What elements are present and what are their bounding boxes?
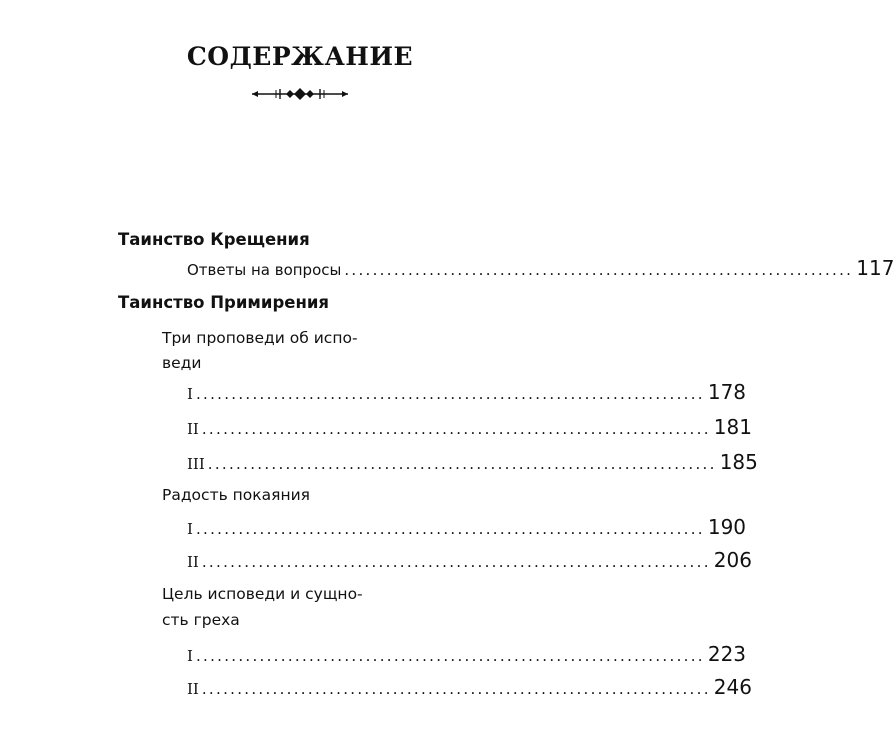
leader-dots: ........................................................................ xyxy=(344,261,854,279)
toc-entry[interactable] xyxy=(187,256,894,280)
section-heading-reconciliation: Таинство Примирения xyxy=(118,293,330,312)
leader-dots: ........................................................................ xyxy=(207,455,717,473)
page-number: 190 xyxy=(707,515,747,539)
entry-label: I xyxy=(187,520,193,538)
page-title: СОДЕРЖАНИЕ xyxy=(186,42,414,71)
ornament-divider-icon xyxy=(250,86,350,102)
page-number: 246 xyxy=(713,675,752,699)
leader-dots: ........................................................................ xyxy=(201,680,711,698)
page-number: 223 xyxy=(707,642,747,666)
toc-entry[interactable] xyxy=(187,642,747,666)
entry-label: II xyxy=(187,680,199,698)
group-title: Цель исповеди и сущно- xyxy=(162,585,363,603)
leader-dots: ........................................................................ xyxy=(195,520,705,538)
leader-dots: ........................................................................ xyxy=(201,420,711,438)
toc-entry[interactable] xyxy=(187,548,752,572)
toc-entry[interactable] xyxy=(187,675,752,699)
group-title: Три проповеди об испо- xyxy=(162,329,358,347)
entry-label: Ответы на вопросы xyxy=(187,261,342,279)
group-title: Радость покаяния xyxy=(162,486,310,504)
entry-label: I xyxy=(187,385,193,403)
toc-entry[interactable] xyxy=(187,450,758,474)
entry-label: II xyxy=(187,420,199,438)
leader-dots: ........................................................................ xyxy=(195,385,705,403)
toc-entry[interactable] xyxy=(187,415,752,439)
entry-label: III xyxy=(187,455,205,473)
page-number: 206 xyxy=(713,548,752,572)
group-title-continued: сть греха xyxy=(162,611,240,629)
page-number: 181 xyxy=(713,415,752,439)
entry-label: I xyxy=(187,647,193,665)
page-number: 117 xyxy=(856,256,894,280)
toc-entry[interactable] xyxy=(187,380,747,404)
leader-dots: ........................................................................ xyxy=(201,553,711,571)
toc-entry[interactable] xyxy=(187,515,747,539)
page-number: 185 xyxy=(719,450,758,474)
group-title-continued: веди xyxy=(162,354,202,372)
entry-label: II xyxy=(187,553,199,571)
leader-dots: ........................................................................ xyxy=(195,647,705,665)
page-number: 178 xyxy=(707,380,747,404)
section-heading-baptism: Таинство Крещения xyxy=(118,230,310,249)
